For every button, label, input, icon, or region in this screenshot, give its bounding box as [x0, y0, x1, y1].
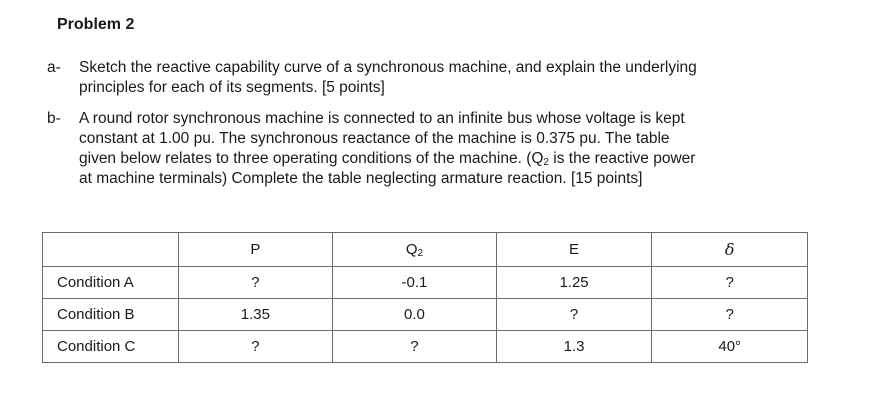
part-b-line-4: at machine terminals) Complete the table neglecting armature reaction. [15 points]: [79, 170, 643, 187]
problem-title: Problem 2: [57, 16, 135, 33]
cell-delta: ?: [652, 299, 808, 331]
cell-e: 1.3: [496, 331, 652, 363]
cell-q2: -0.1: [333, 267, 496, 299]
header-q2: [333, 233, 496, 267]
cell-q2: ?: [333, 331, 496, 363]
part-b-line-3: [79, 149, 839, 169]
cell-p: ?: [178, 267, 333, 299]
row-label: Condition B: [43, 299, 179, 331]
header-blank: [43, 233, 179, 267]
row-label: Condition A: [43, 267, 179, 299]
cell-delta: ?: [652, 267, 808, 299]
part-b-line-1: A round rotor synchronous machine is connected to an infinite bus whose voltage is kept: [79, 110, 685, 127]
row-label: Condition C: [43, 331, 179, 363]
cell-e: 1.25: [496, 267, 652, 299]
header-p: P: [178, 233, 333, 267]
header-q-subscript: 2: [417, 248, 424, 259]
part-b-line-2: constant at 1.00 pu. The synchronous reactance of the machine is 0.375 pu. The table: [79, 130, 670, 147]
part-a-line-2: principles for each of its segments. [5 points]: [79, 79, 385, 96]
q-subscript: 2: [543, 157, 549, 168]
table-header-row: [43, 233, 808, 267]
cell-delta: 40°: [652, 331, 808, 363]
part-a-text: [79, 58, 839, 98]
cell-p: 1.35: [178, 299, 333, 331]
table-row: [43, 267, 808, 299]
header-e: E: [496, 233, 652, 267]
part-b-line-3-end: is the reactive power: [553, 150, 696, 167]
cell-p: ?: [178, 331, 333, 363]
part-a-marker: a-: [47, 59, 61, 76]
part-b-line-3-start: given below relates to three operating conditions of the machine. (Q: [79, 150, 544, 167]
cell-e: ?: [496, 299, 652, 331]
header-delta: δ: [652, 233, 808, 267]
table-row: [43, 331, 808, 363]
cell-q2: 0.0: [333, 299, 496, 331]
part-b-marker: b-: [47, 110, 61, 127]
header-q-letter: Q: [405, 241, 418, 258]
operating-conditions-table: [42, 232, 808, 363]
part-b-text: [79, 109, 839, 189]
table-row: [43, 299, 808, 331]
part-a-line-1: Sketch the reactive capability curve of a synchronous machine, and explain the underlying: [79, 59, 697, 76]
